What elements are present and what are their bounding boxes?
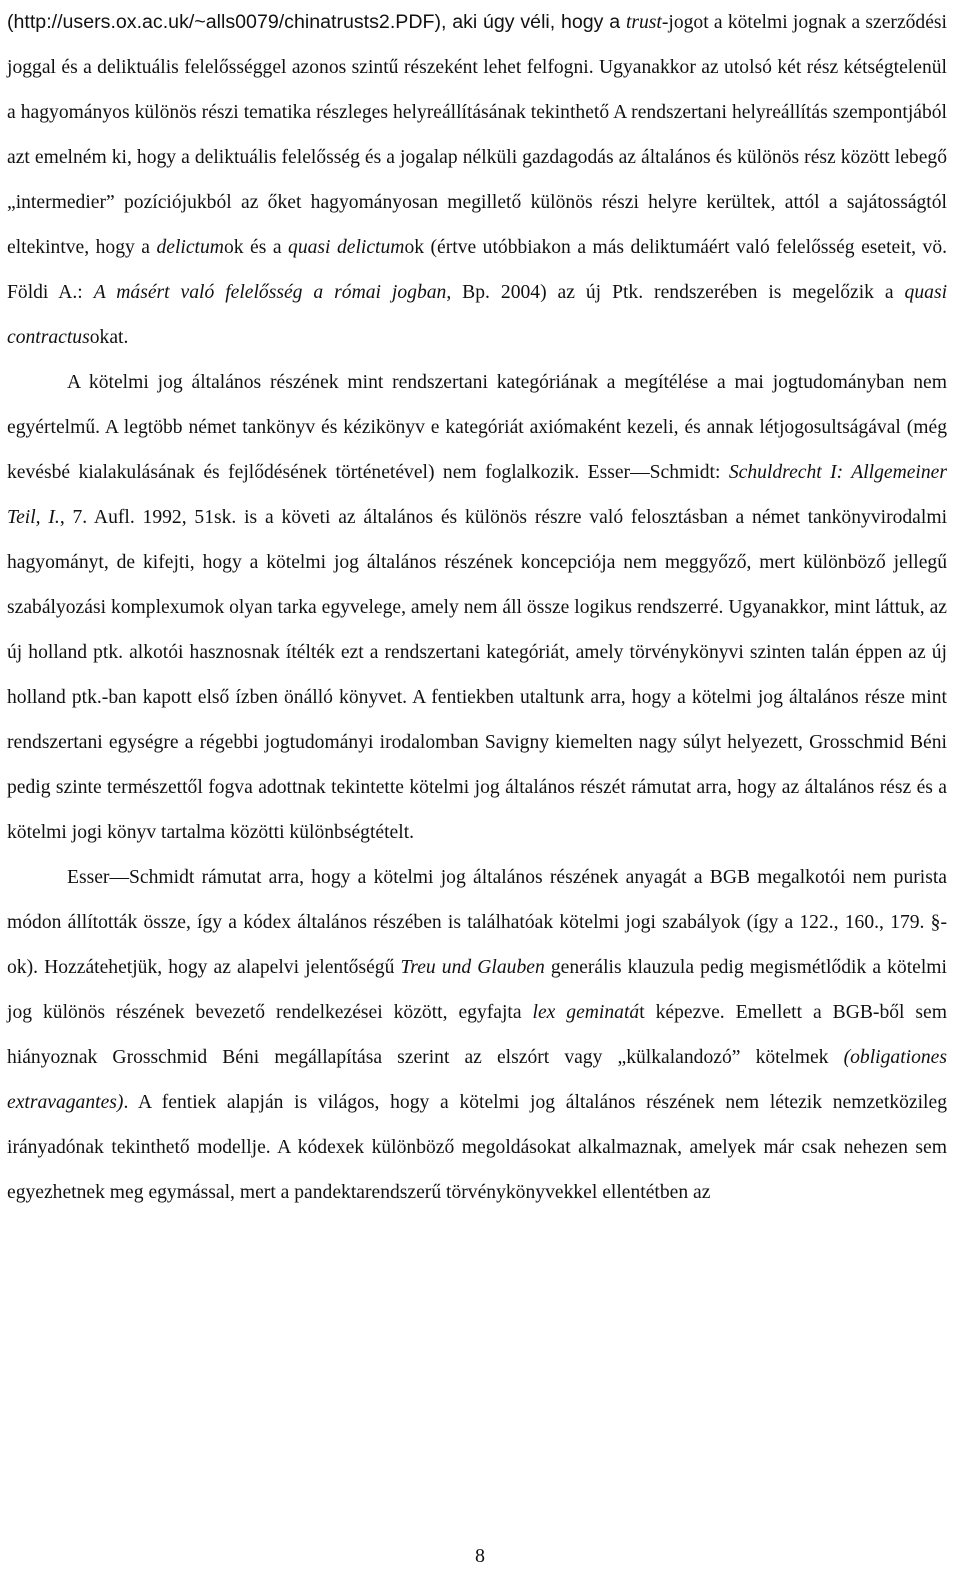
italic-term: quasi contractus	[7, 282, 948, 348]
italic-term: Treu und Glauben	[400, 957, 545, 978]
italic-term: quasi delictum	[288, 237, 405, 258]
text-run: okat.	[89, 327, 129, 348]
italic-title: Schuldrecht I: Allgemeiner Teil, I.	[7, 462, 947, 528]
paragraph-3	[7, 855, 947, 1215]
text-run: -jogot a kötelmi jognak a szerződési joggal és a deliktuális felelősséggel azonos szintű részeként lehet felfogni.	[7, 12, 947, 78]
italic-term: lex geminatá	[532, 1002, 640, 1023]
text-run: ok (értve utóbbiakon a más deliktumáért való felelősség eseteit, vö. Földi A.:	[7, 237, 948, 303]
text-run: , Bp. 2004) az új Ptk. rendszerében is megelőzik a	[446, 282, 905, 303]
text-run: t képezve. Emellett a BGB-ből sem hiányoznak Grosschmid Béni megállapítása szerint az elszórt vagy „külkalandozó” kötelmek	[7, 1002, 947, 1068]
italic-term: trust	[625, 12, 662, 33]
text-run: A kötelmi jog általános részének mint rendszertani kategóriának a megítélése a mai jogtudományban nem egyértelmű. A legtöbb német tankönyv és kézikönyv e kategóriát axiómaként kezeli, és annak létjogosultságával (még kevésbé kialakulásának és fejlődésének történetével) nem foglalkozik. Esser—Schmidt:	[7, 372, 947, 483]
text-run: Ugyanakkor az utolsó két rész kétségtelenül a hagyományos különös részi tematika részleges helyreállításának tekinthető A rendszertani helyreállítás szempontjából azt emelném ki, hogy a deliktuális felelősség és a jogalap nélküli gazdagodás az általános és különös rész között lebegő „intermedier” pozíciójukból az őket hagyományosan megillető különös részi helyre kerültek, attól a sajátosságtól eltekintve, hogy a	[7, 57, 947, 258]
document-page	[7, 0, 947, 1215]
page-number: 8	[475, 1545, 485, 1567]
text-run: . A fentiek alapján is világos, hogy a kötelmi jog általános részének nem létezik nemzetközileg irányadónak tekinthető modellje. A kódexek különböző megoldásokat alkalmaznak, amelyek már csak nehezen sem egyezhetnek meg egymással, mert a pandektarendszerű törvénykönyvekkel ellentétben az	[7, 1092, 947, 1203]
text-run: generális klauzula pedig megismétlődik a kötelmi jog különös részének bevezető rendelkezései között, egyfajta	[7, 957, 947, 1023]
text-run: Esser—Schmidt rámutat arra, hogy a kötelmi jog általános részének anyagát a BGB megalkotói nem purista módon állították össze, így a kódex általános részében is találhatóak kötelmi jogi szabályok (így a 122., 160., 179. §-ok). Hozzátehetjük, hogy az alapelvi jelentőségű	[7, 867, 947, 978]
text-run: (http://users.ox.ac.uk/~alls0079/chinatrusts2.PDF), aki úgy véli, hogy a	[7, 11, 626, 33]
italic-title: A másért való felelősség a római jogban	[93, 282, 447, 303]
italic-term: delictum	[156, 237, 224, 258]
text-run: ok és a	[223, 237, 289, 258]
paragraph-2	[7, 360, 947, 855]
paragraph-1	[7, 0, 947, 360]
italic-term: (obligationes extravagantes)	[7, 1047, 947, 1113]
text-run: , 7. Aufl. 1992, 51sk. is a követi az általános és különös részre való felosztásban a német tankönyvirodalmi hagyományt, de kifejti, hogy a kötelmi jog általános részének koncepciója nem meggyőző, mert különböző jellegű szabályozási komplexumok olyan tarka egyvelege, amely nem áll össze logikus rendszerré. Ugyanakkor, mint láttuk, az új holland ptk. alkotói hasznosnak ítélték ezt a rendszertani kategóriát, amely törvénykönyvi szinten talán éppen az új holland ptk.-ban kapott első ízben önálló könyvet. A fentiekben utaltunk arra, hogy a kötelmi jog általános része mint rendszertani egységre a régebbi jogtudományi irodalomban Savigny kiemelten nagy súlyt helyezett, Grosschmid Béni pedig szinte természettől fogva adottnak tekintette kötelmi jog általános részét rámutat arra, hogy az általános rész és a kötelmi jogi könyv tartalma közötti különbségtételt.	[7, 507, 948, 843]
